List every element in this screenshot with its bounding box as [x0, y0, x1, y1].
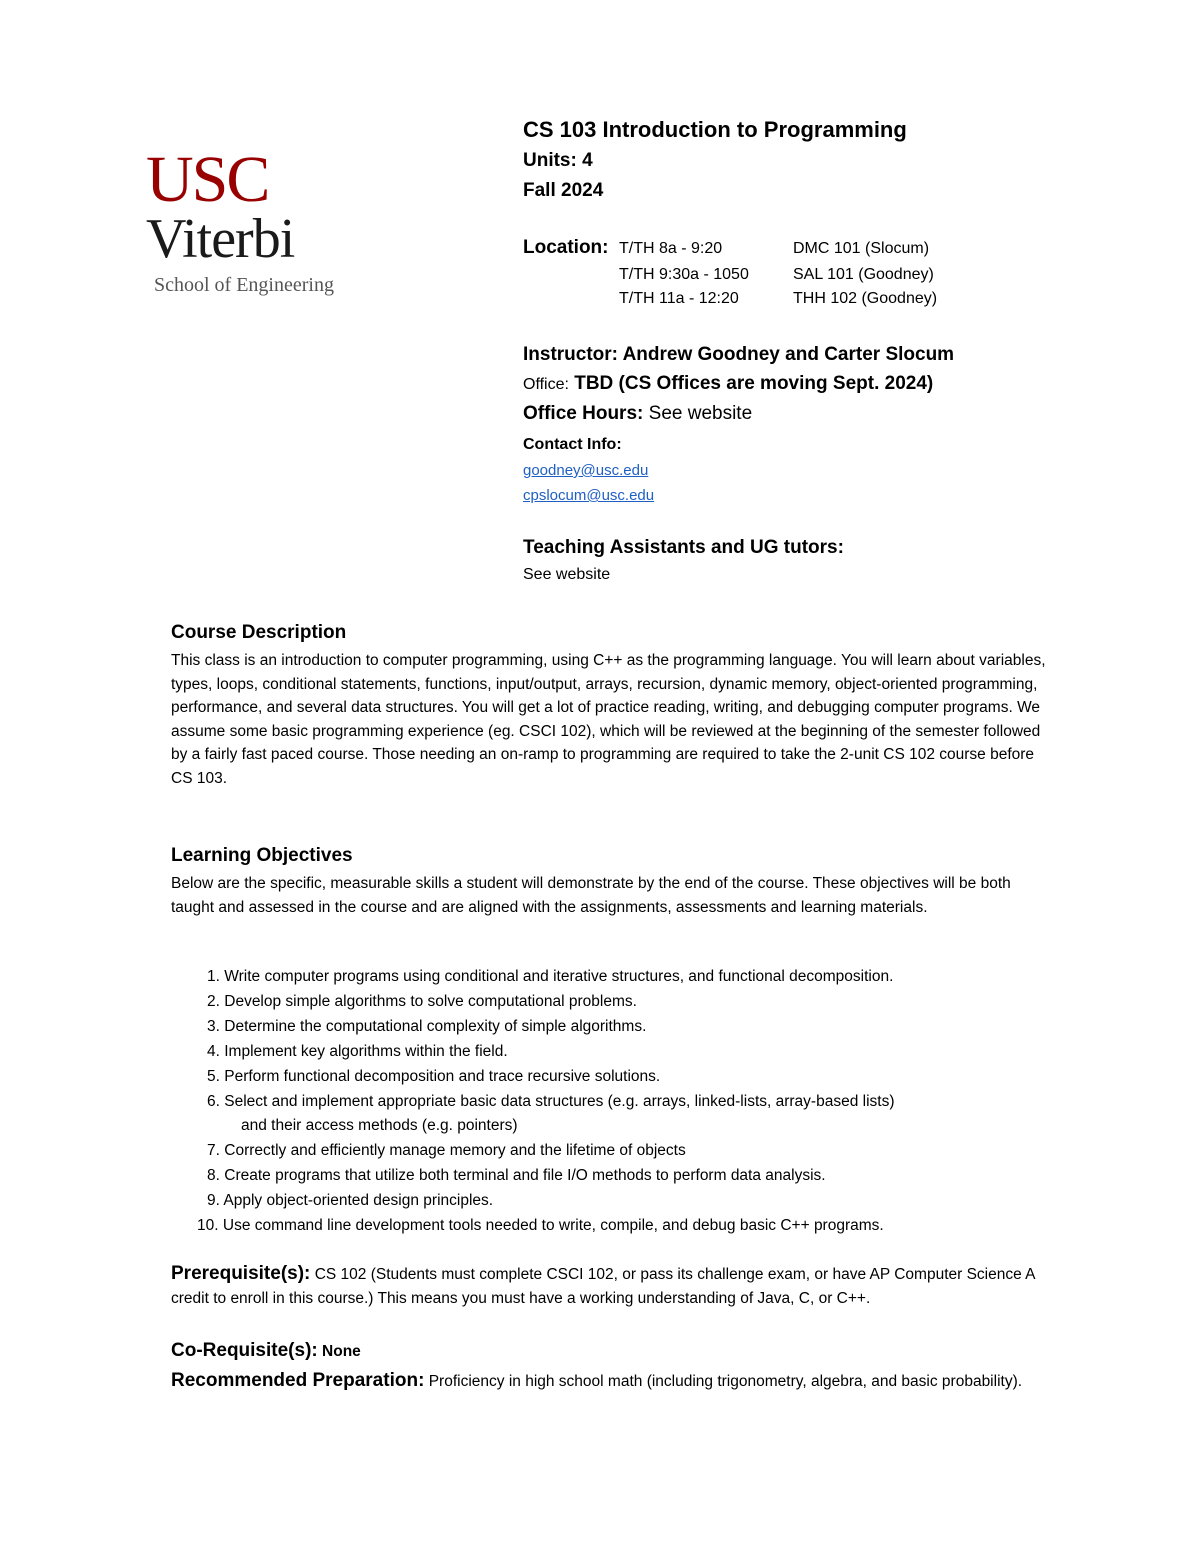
list-item-number: 2. — [207, 993, 220, 1010]
office-hours-value: See website — [648, 403, 753, 424]
list-item-number: 1. — [207, 968, 220, 985]
office-label: Office: — [523, 376, 569, 393]
usc-viterbi-logo — [146, 143, 376, 298]
list-item-text: Create programs that utilize both terminal and file I/O methods to perform data analysis. — [224, 1166, 826, 1184]
recommended-preparation-label: Recommended Preparation: — [171, 1370, 425, 1391]
location-time: T/TH 9:30a - 1050 — [619, 266, 749, 283]
list-item — [207, 1139, 1087, 1163]
logo-school-text: School of Engineering — [154, 274, 334, 296]
email-link-goodney[interactable]: goodney@usc.edu — [523, 462, 649, 479]
list-item-text: Write computer programs using conditional and iterative structures, and functional decomposition. — [224, 968, 894, 985]
list-item-number: 10. — [197, 1216, 219, 1234]
office-hours-label: Office Hours: — [523, 403, 644, 424]
list-item-number: 3. — [207, 1018, 220, 1035]
office-hours-line — [523, 399, 1163, 428]
list-item-number: 4. — [207, 1043, 220, 1060]
location-room: THH 102 (Goodney) — [793, 290, 938, 307]
learning-objectives-section — [171, 843, 1051, 919]
list-item-text: Implement key algorithms within the field. — [224, 1043, 508, 1060]
recommended-preparation-value: Proficiency in high school math (including trigonometry, algebra, and basic probability). — [428, 1373, 1023, 1390]
course-title: CS 103 Introduction to Programming — [523, 117, 907, 142]
list-item-text: Perform functional decomposition and trace recursive solutions. — [224, 1068, 661, 1085]
list-item-continuation: and their access methods (e.g. pointers) — [241, 1116, 518, 1134]
course-header — [523, 114, 1163, 206]
list-item — [207, 1164, 1087, 1188]
email-link-slocum[interactable]: cpslocum@usc.edu — [523, 487, 655, 504]
office-value: TBD (CS Offices are moving Sept. 2024) — [574, 373, 934, 394]
list-item-number: 7. — [207, 1141, 220, 1159]
course-description-body: This class is an introduction to computer programming, using C++ as the programming language. You will learn about variables, types, loops, conditional statements, functions, input/output, arrays, recursion, dynamic memory, object-oriented programming, performance, and several data structures. You will get a lot of practice reading, writing, and debugging computer programs. We assume some basic programming experience (eg. CSCI 102), which will be reviewed at the beginning of the semester followed by a fairly fast paced course. Those needing an on-ramp to programming are required to take the 2-unit CS 102 course before CS 103. — [171, 652, 1046, 787]
learning-objectives-heading: Learning Objectives — [171, 845, 353, 866]
prerequisites-value: CS 102 (Students must complete CSCI 102, or pass its challenge exam, or have AP Computer Science A credit to enroll in this course.) This means you must have a working understanding of Java, C, or C++. — [171, 1266, 1035, 1307]
list-item — [197, 1214, 1087, 1238]
location-time: T/TH 8a - 9:20 — [619, 240, 723, 257]
list-item — [207, 1189, 1087, 1213]
list-item-text: Apply object-oriented design principles. — [223, 1191, 494, 1209]
course-term: Fall 2024 — [523, 180, 604, 201]
course-description-heading: Course Description — [171, 622, 347, 643]
location-label: Location: — [523, 237, 609, 258]
list-item — [207, 1065, 1087, 1089]
list-item-number: 5. — [207, 1068, 220, 1085]
course-description-section — [171, 620, 1051, 790]
list-item-text: Develop simple algorithms to solve computational problems. — [224, 993, 637, 1010]
logo-viterbi-text: Viterbi — [146, 208, 295, 270]
contact-info-label: Contact Info: — [523, 436, 622, 453]
learning-objectives-list — [197, 965, 1087, 1239]
corequisites — [171, 1338, 361, 1365]
list-item-text: Select and implement appropriate basic data structures (e.g. arrays, linked-lists, array-based lists) — [224, 1093, 895, 1110]
list-item-number: 9. — [207, 1191, 220, 1209]
tas-title: Teaching Assistants and UG tutors: — [523, 537, 844, 558]
corequisites-value: None — [322, 1343, 361, 1360]
instructor-line: Instructor: Andrew Goodney and Carter Slocum — [523, 344, 955, 365]
prerequisites — [171, 1262, 1051, 1311]
list-item-text: Correctly and efficiently manage memory and the lifetime of objects — [224, 1141, 686, 1159]
list-item-number: 8. — [207, 1166, 220, 1184]
location-room: SAL 101 (Goodney) — [793, 266, 934, 283]
list-item-text: Determine the computational complexity of simple algorithms. — [224, 1018, 647, 1035]
recommended-preparation — [171, 1368, 1051, 1394]
course-units: Units: 4 — [523, 150, 593, 171]
list-item — [207, 1040, 1087, 1064]
instructor-block — [523, 340, 1163, 508]
location-room: DMC 101 (Slocum) — [793, 240, 930, 257]
office-line — [523, 369, 1163, 399]
teaching-assistants-block — [523, 534, 844, 588]
tas-value: See website — [523, 566, 611, 583]
location-time: T/TH 11a - 12:20 — [619, 290, 739, 307]
logo-usc-text: USC — [146, 143, 269, 216]
list-item — [207, 965, 1087, 989]
list-item — [207, 1015, 1087, 1039]
list-item — [207, 990, 1087, 1014]
prerequisites-label: Prerequisite(s): — [171, 1263, 311, 1284]
learning-objectives-intro: Below are the specific, measurable skills a student will demonstrate by the end of the course. These objectives will be both taught and assessed in the course and are aligned with the assignments, assessments and learning materials. — [171, 875, 1011, 916]
list-item-number: 6. — [207, 1093, 220, 1110]
list-item-text: Use command line development tools needed to write, compile, and debug basic C++ programs. — [222, 1216, 884, 1234]
corequisites-label: Co-Requisite(s): — [171, 1340, 318, 1361]
list-item — [207, 1090, 1087, 1137]
